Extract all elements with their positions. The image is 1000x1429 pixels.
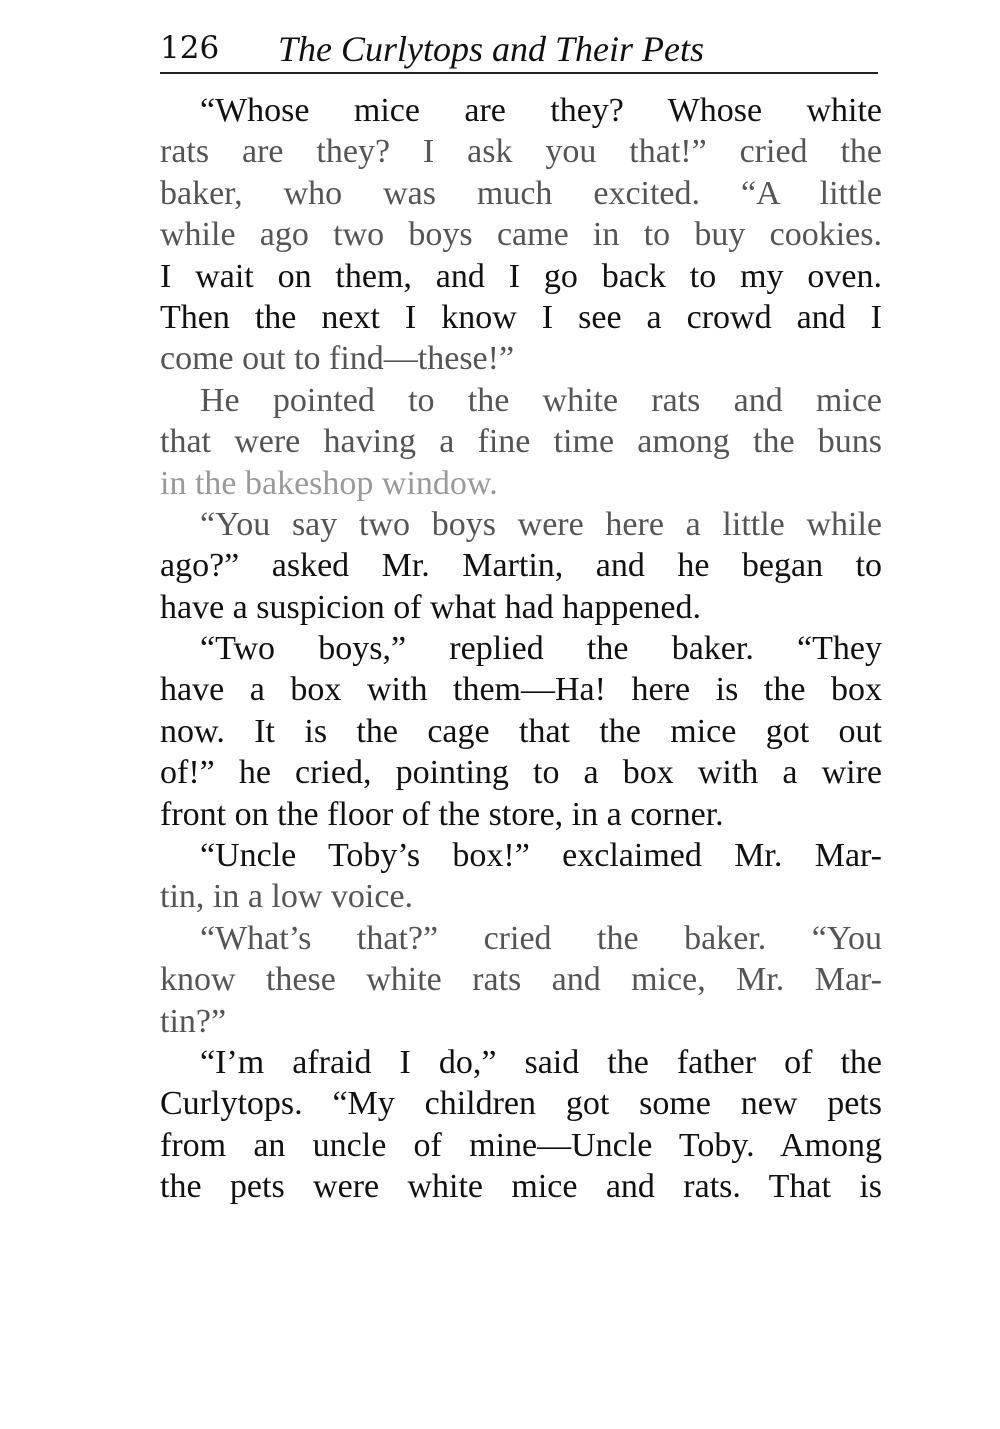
text-line: tin, in a low voice. (160, 878, 414, 916)
text-line: from an uncle of mine—Uncle Toby. Among (160, 1126, 882, 1164)
text-line: have a box with them—Ha! here is the box (160, 671, 882, 709)
text-line: have a suspicion of what had happened. (160, 588, 701, 626)
text-line: ago?” asked Mr. Martin, and he began to (160, 547, 882, 585)
body-text (160, 90, 882, 1208)
running-head (160, 22, 880, 74)
text-line: “You say two boys were here a little while (200, 505, 882, 543)
book-title: The Curlytops and Their Pets (278, 29, 705, 69)
text-line: come out to find—these!” (160, 340, 515, 378)
header-rule (160, 72, 878, 74)
text-line: now. It is the cage that the mice got out (160, 712, 882, 750)
text-line: Then the next I know I see a crowd and I (160, 298, 882, 336)
page-number: 126 (160, 30, 220, 66)
text-line: “Two boys,” replied the baker. “They (200, 630, 882, 668)
text-line: know these white rats and mice, Mr. Mar- (160, 961, 882, 999)
text-line: baker, who was much excited. “A little (160, 174, 882, 212)
text-line: “Uncle Toby’s box!” exclaimed Mr. Mar- (200, 837, 882, 875)
text-line: front on the floor of the store, in a corner. (160, 795, 724, 833)
text-line: I wait on them, and I go back to my oven. (160, 257, 882, 295)
text-line: rats are they? I ask you that!” cried the (160, 133, 882, 171)
text-line: the pets were white mice and rats. That is (160, 1168, 882, 1206)
text-line: Curlytops. “My children got some new pets (160, 1085, 882, 1123)
text-line: “What’s that?” cried the baker. “You (200, 919, 882, 957)
text-line: He pointed to the white rats and mice (200, 381, 882, 419)
text-line: tin?” (160, 1002, 227, 1040)
text-line: “Whose mice are they? Whose white (200, 92, 882, 129)
text-line: “I’m afraid I do,” said the father of the (200, 1043, 882, 1081)
text-line: while ago two boys came in to buy cookies. (160, 216, 882, 254)
text-line: in the bakeshop window. (160, 464, 498, 502)
text-line: of!” he cried, pointing to a box with a wire (160, 754, 882, 792)
text-line: that were having a fine time among the buns (160, 423, 882, 461)
